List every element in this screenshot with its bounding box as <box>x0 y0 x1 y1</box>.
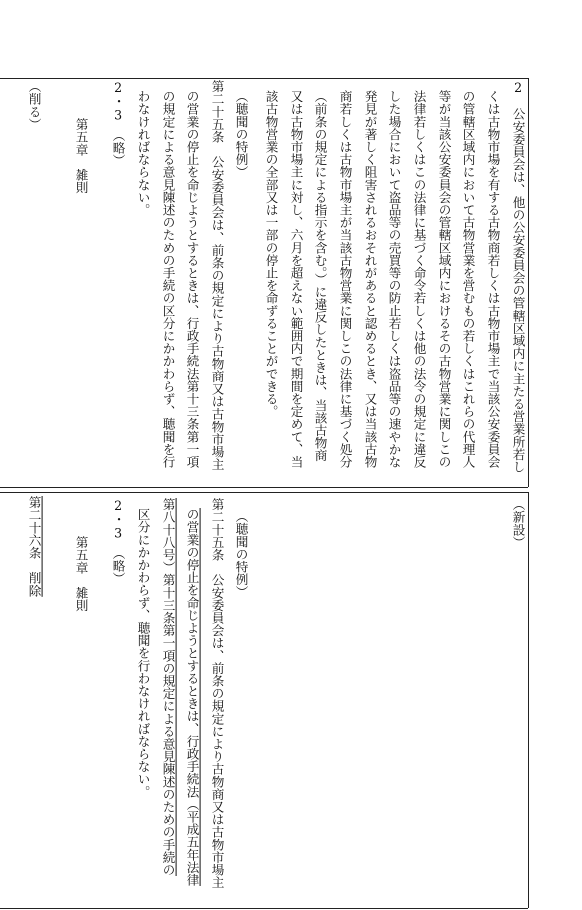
chapter-heading: 第五章 雑則 <box>73 118 89 194</box>
text-line: 2 公安委員会は、他の公安委員会の管轄区域内に主たる営業所若し <box>510 80 526 473</box>
text-line: 2・3 （略） <box>110 498 126 585</box>
heading-line: （聴聞の特例） <box>233 90 249 179</box>
text-line: の営業の停止を命じようとするときは、行政手続法（平成五年法律 <box>184 508 200 886</box>
text-line: 商若しくは古物市場主が当該古物営業に関しこの法律に基づく処分 <box>337 90 353 468</box>
article-deleted-line: 第二十六条 削除 <box>26 496 42 597</box>
text-line: 等が当該公安委員会の管轄区域内におけるその古物営業に関しこの <box>436 90 452 468</box>
text-line: くは古物市場を有する古物商若しくは古物市場主で当該公安委員会 <box>485 90 501 468</box>
text-line: 2・3 （略） <box>110 80 126 167</box>
middle-rule-upper <box>0 487 528 488</box>
article-line: 第二十五条 公安委員会は、前条の規定により古物商又は古物市場主 <box>209 498 225 889</box>
text-line: （前条の規定による指示を含む。）に違反したときは、当該古物商 <box>312 90 328 462</box>
right-rule-lower <box>528 492 529 908</box>
text-line: 区分にかかわらず、聴聞を行わなければならない。 <box>135 508 151 798</box>
text-line: 該古物営業の全部又は一部の停止を命ずることができる。 <box>263 90 279 418</box>
current-text-panel <box>0 78 528 487</box>
right-rule-upper <box>528 78 529 487</box>
chapter-heading: 第五章 雑則 <box>73 536 89 612</box>
amended-text-panel <box>0 492 528 909</box>
article-line: 第二十五条 公安委員会は、前条の規定により古物商又は古物市場主 <box>209 80 225 471</box>
deleted-marker: （削る） <box>26 80 42 131</box>
text-line: わなければならない。 <box>135 90 151 216</box>
text-line: 発見が著しく阻害されるおそれがあると認めるとき、又は当該古物 <box>362 90 378 468</box>
text-line: 又は古物市場主に対し、六月を超えない範囲内で期間を定めて、当 <box>288 90 304 468</box>
text-line: の管轄区域内において古物営業を営むもの若しくはこれらの代理人 <box>460 90 476 468</box>
text-line: 第八十八号）第十三条第一項の規定による意見陳述のための手続の <box>160 498 176 876</box>
text-line: の規定による意見陳述のための手続の区分にかかわらず、聴聞を行 <box>160 90 176 468</box>
text-line: した場合において盗品等の売買等の防止若しくは盗品等の速やかな <box>386 90 402 468</box>
text-line: の営業の停止を命じようとするときは、行政手続法第十三条第一項 <box>184 90 200 468</box>
text-line: 法律若しくはこの法律に基づく命令若しくは他の法令の規定に違反 <box>411 90 427 468</box>
heading-line: （聴聞の特例） <box>233 510 249 599</box>
new-marker: （新設） <box>510 498 526 549</box>
